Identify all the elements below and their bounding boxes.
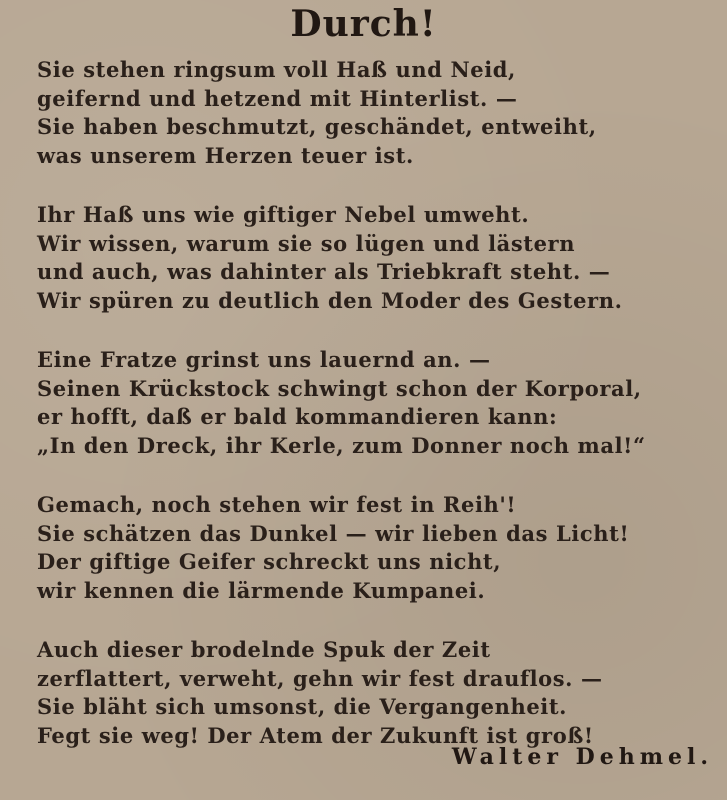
poem-line: Sie stehen ringsum voll Haß und Neid, (37, 57, 516, 82)
stanza-2 (37, 201, 707, 315)
poem-line: „In den Dreck, ihr Kerle, zum Donner noch mal!“ (37, 432, 646, 458)
poem-line: was unserem Herzen teuer ist. (37, 142, 414, 168)
poem-line: Sie bläht sich umsonst, die Vergangenheit. (37, 694, 568, 719)
poem-line: er hofft, daß er bald kommandieren kann: (37, 404, 558, 429)
poem-line: und auch, was dahinter als Triebkraft steht. — (37, 259, 611, 284)
poem-line: wir kennen die lärmende Kumpanei. (37, 577, 486, 603)
poem-line: Sie haben beschmutzt, geschändet, entweiht, (37, 114, 597, 139)
poem-title: Durch! (290, 3, 437, 45)
poem-line: Wir wissen, warum sie so lügen und lästern (37, 230, 576, 256)
poem-line: Gemach, noch stehen wir fest in Reih'! (37, 492, 517, 517)
poem-line: Auch dieser brodelnde Spuk der Zeit (37, 637, 491, 662)
poem-line: Sie schätzen das Dunkel — wir lieben das Licht! (37, 520, 630, 546)
poem-line: Ihr Haß uns wie giftiger Nebel umweht. (37, 202, 530, 227)
poem-line: Wir spüren zu deutlich den Moder des Gestern. (37, 287, 623, 313)
poem-line: Eine Fratze grinst uns lauernd an. — (37, 347, 491, 372)
poem-line: geifernd und hetzend mit Hinterlist. — (37, 85, 518, 111)
stanza-5 (37, 636, 707, 750)
poem-line: Seinen Krückstock schwingt schon der Korporal, (37, 375, 642, 401)
author-signature: Walter Dehmel. (451, 744, 713, 770)
stanza-4 (37, 491, 707, 605)
stanza-1 (37, 56, 707, 170)
poem-line: zerflattert, verweht, gehn wir fest drauflos. — (37, 665, 603, 691)
poem-line: Fegt sie weg! Der Atem der Zukunft ist groß! (37, 722, 594, 748)
poem-line: Der giftige Geifer schreckt uns nicht, (37, 549, 502, 574)
stanza-3 (37, 346, 707, 460)
poem-body (37, 56, 707, 781)
